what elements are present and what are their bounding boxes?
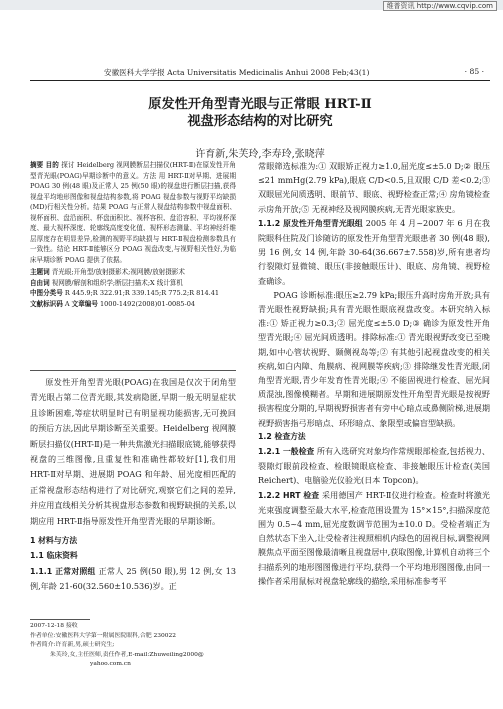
clc-number: 中图分类号 R 445.9;R 322.91;R 339.145;R 775.2;R 814.41 xyxy=(30,289,220,297)
diagnosis-paragraph: POAG 诊断标准:眼压≥2.79 kPa;眼压升高时房角开放;具有青光眼性视野缺损;具有青光眼性眼底视盘改变。本研究纳入标准:① 矫正视力≥0.3;② 屈光度≤±5.0 D;③ 确诊为原发性开角型青光眼;④ 屈光间质透明。排除标准:① 青光眼视野改变已至晚期,如中心管状视野、颞侧视岛等;② 有其他引起视盘改变的相关疾病,如白内障、角膜病、视网膜等疾病;③ 排除继发性青光眼,闭角型青光眼,青少年发育性青光眼;④ 不能固视进行检查、屈光间质混浊,图像模糊者。早期和进展期原发性开角型青光眼是按视野损害程度分期的,早期视野损害者有旁中心暗点或鼻侧阶梯,进展期视野损害指弓形暗点、环形暗点、象限型或偏盲型缺损。 xyxy=(258,289,490,428)
footnote xyxy=(30,619,236,670)
section-heading: 1 材料与方法 xyxy=(30,536,78,546)
email-tail: yahoo.com.cn xyxy=(90,661,131,668)
abstract-text: 探讨 Heidelberg 视网膜断层扫描仪(HRT-Ⅱ)在原发性开角型青光眼(POAG)早期诊断中的意义。方法 用 HRT-Ⅱ对早期、进展期 POAG 30 例(48 眼)及正常人 25 例(50 眼)的视盘进行断层扫描,获得视盘平均地形图像和视盘结构参数,将 POAG 视盘参数与视野平均缺损(MD)行相关性分析。结果 POAG 与正常人视盘结构参数中视盘面积、视杯面积、盘沿面积、杯盘面积比、视杯容积、盘沿容积、平均视杯深度、最大视杯深度、轮廓线高度变化值、视杯形态测量、平均神经纤维层厚度存在明显差异,检测的视野平均缺损与 HRT-Ⅱ视盘检测参数具有一致性。结论 HRT-Ⅱ能够区分 POAG 视盘改变,与视野相关性好,为临床早期诊断 POAG 提供了依据。 xyxy=(30,161,236,264)
intro-paragraph: 原发性开角型青光眼(POAG)在我国是仅次于闭角型青光眼占第二位青光眼,其发病隐匿,早期一般无明显症状且诊断困难,等症状明显时已有明显视功能损害,无可挽回的预后方法,因此早期诊断至关重要。Heidelberg 视网膜断层扫描仪(HRT-Ⅱ)是一种共焦激光扫描眼底镜,能够获得视盘的三维图像,且重复性和准确性都较好[1],我们用 HRT-Ⅱ对早期、进展期 POAG 和年龄、屈光度相匹配的正常视盘形态结构进行了对比研究,观察它们之间的差异,并应用直线相关分析其视盘形态参数和视野缺损的关系,以期应用 HRT-Ⅱ指导原发性开角型青光眼的早期诊断。 xyxy=(30,377,236,526)
author-intro: 作者简介:许育新,男,硕士研究生; xyxy=(30,642,115,649)
footnote-rule xyxy=(30,619,90,620)
journal-citation: 安徽医科大学学报 Acta Universitatis Medicinalis Anhui 2008 Feb;43(1) xyxy=(104,68,370,77)
hrt-exam-paragraph: 1.2.2 HRT 检查 采用德国产 HRT-Ⅱ仪进行检查。检查时将激光光束强度调整至最大水平,检查范围设置为 15°×15°,扫描深度范围为 0.5~4 mm,屈光度数调节范围为±10.0 D。受检者端正为自然状态下坐入,让受检者注视照相机内绿色的固视目标,调整视网膜焦点平面至图像最清晰且视盘居中,获取图像,计算机自动将三个扫描系列的地形图图像进行平均,获得一个平均地形图图像,由同一操作者采用鼠标对视盘轮廓线的描绘,采用标准参考平 xyxy=(258,489,491,586)
watermark-badge[interactable]: 维普资讯 http://www.cqvip.com xyxy=(383,1,497,11)
authors: 许育新,朱芙玲,李寿玲,张晓萍 xyxy=(195,149,325,160)
methods-heading: 1.2 检查方法 xyxy=(258,431,306,441)
title-line-2: 视盘形态结构的对比研究 xyxy=(187,114,333,129)
running-head xyxy=(104,67,484,78)
corresponding-author: 朱芙玲,女,主任医师,责任作者,E-mail:Zhuweiling2000@ xyxy=(50,651,204,658)
page-number: · 85 · xyxy=(464,67,484,76)
normal-group-paragraph: 1.1.1 正常对照组 正常人 25 例(50 眼),男 12 例,女 13 例,年龄 21-60(32.560±10.536)岁。正 xyxy=(30,565,236,592)
criteria-paragraph: 常眼筛选标准为:① 双眼矫正视力≥1.0,屈光度≤±5.0 D;② 眼压≤21 mmHg(2.79 kPa),眼底 C/D<0.5,且双眼 C/D 差<0.2;③ 双眼屈光间质透明、眼前节、眼底、视野检查正常;④ 房角镜检查示房角开放;⑤ 无视神经及视网膜疾病,无青光眼家族史。 xyxy=(258,161,490,214)
keywords: 主题词 青光眼;开角型/放射摄影术;视网膜/放射摄影术 xyxy=(30,268,185,276)
abstract-block xyxy=(30,160,236,309)
document-code: 文献标识码 A 文章编号 1000-1492(2008)01-0085-04 xyxy=(30,299,196,308)
abstract-rule xyxy=(30,370,236,371)
title-line-1: 原发性开角型青光眼与正常眼 HRT-Ⅱ xyxy=(148,97,372,112)
objective-label: 目的 xyxy=(45,161,59,169)
received-date: 2007-12-18 接收 xyxy=(30,623,78,629)
abstract-label: 摘要 xyxy=(30,161,44,169)
poag-group-paragraph: 1.1.2 原发性开角型青光眼组 2005 年 4 月~2007 年 6 月在我院眼科住院及门诊随访的原发性开角型青光眼患者 30 例(48 眼),男 16 例,女 14 例,年龄 30-64(36.667±7.558)岁,所有患者均行裂隙灯显微镜、眼压(非接触眼压计)、眼底、房角镜、视野检查确诊。 xyxy=(258,217,490,286)
free-keywords: 自由词 视网膜/解剖和组织学;断层扫描术;X 线计算机 xyxy=(30,278,183,287)
left-body-column xyxy=(30,375,236,595)
subsection-heading: 1.1 临床资料 xyxy=(30,551,78,561)
right-body-column xyxy=(258,159,490,588)
author-unit: 作者单位:安徽医科大学第一附属医院眼科,合肥 230022 xyxy=(30,632,177,639)
header-rule xyxy=(30,80,490,81)
general-exam-paragraph: 1.2.1 一般检查 所有入选研究对象均作常规眼部检查,包括视力、裂隙灯眼前段检查、检眼镜眼底检查、非接触眼压计检查(美国 Reichert)、电脑验光仪验光(日本 Topcon)。 xyxy=(258,446,490,486)
